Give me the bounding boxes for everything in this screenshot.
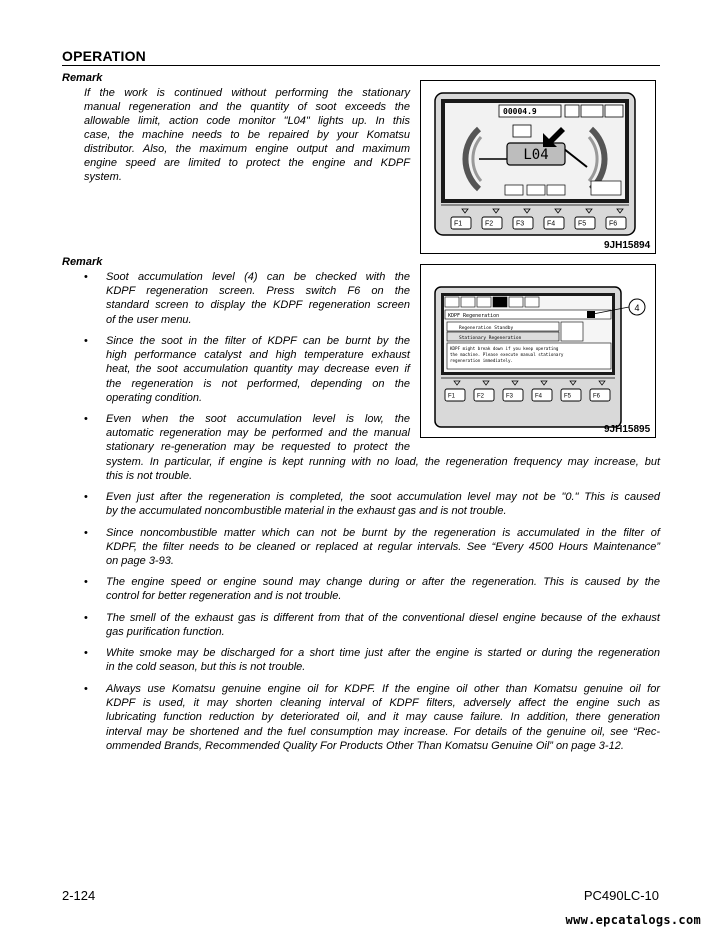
- bullet-text-line: this is not trouble.: [106, 469, 193, 482]
- function-key-label: F5: [564, 393, 572, 400]
- bullet-text-line: Since the soot in the filter of KDPF can be burnt by the: [106, 335, 410, 347]
- figure-monitor-l04: [420, 80, 656, 254]
- function-key-label: F1: [448, 393, 456, 400]
- function-key-label: F3: [506, 393, 514, 400]
- bullet-text-line: Even just after the regeneration is completed, the soot accumulation level may not be "0." This is caused: [106, 491, 660, 503]
- bullet-text-line: KDPF regeneration screen. Press switch F6 on the: [106, 285, 410, 298]
- bullet-text-line: KDPF, the filter needs to be cleaned or replaced at regular intervals. See “Every 4500 Hours Maintenance”: [106, 541, 660, 554]
- remark-heading-2: Remark: [62, 256, 103, 268]
- kdpf-message-line: regeneration immediately.: [450, 358, 514, 363]
- kdpf-menu-item-1: Regeneration Standby: [459, 326, 514, 331]
- bullet-text-line: high performance catalyst and high temperature exhaust: [106, 349, 410, 362]
- section-title: OPERATION: [62, 48, 146, 64]
- title-rule: [62, 65, 660, 66]
- text-line: case, the machine needs to be repaired by your Komatsu: [84, 129, 410, 141]
- bullet-text-line: lubricating function reduction by deteriorated oil, and it may cause failure. In addition, there generation: [106, 711, 660, 724]
- remark-heading-1: Remark: [62, 72, 103, 84]
- text-line: system.: [84, 171, 122, 183]
- bullet-text-line: interval may be shortened and the fuel consumption may increase. For details of the genuine oil, see “Rec-: [106, 725, 660, 738]
- bullet-text-line: Soot accumulation level (4) can be checked with the: [106, 271, 410, 283]
- bullet-text-line: gas purification function.: [106, 626, 225, 639]
- function-key-label: F3: [516, 220, 525, 228]
- bullet-marker: •: [84, 683, 88, 695]
- bullet-text-line: automatic regeneration may be performed and the manual: [106, 427, 410, 440]
- bullet-text-line: stationary re-generation may be requested to protect the: [106, 441, 410, 454]
- bullet-text-line: in the cold season, but this is not trouble.: [106, 661, 306, 674]
- bullet-text-line: Always use Komatsu genuine engine oil for KDPF. If the engine oil other than Komatsu genuine oil for: [106, 683, 660, 695]
- bullet-text-line: control for better regeneration and is not trouble.: [106, 590, 342, 603]
- text-line: allowable limit, action code monitor "L04" lights up. In this: [84, 115, 410, 127]
- kdpf-menu-title: KDPF Regeneration: [448, 313, 500, 319]
- bullet-text-line: KDPF is used, it may shorten cleaning interval of KDPF filters, adversely affect the engine such as: [106, 697, 660, 710]
- figure-id-2: 9JH15895: [604, 424, 651, 435]
- monitor-l04-illustration: [421, 81, 655, 253]
- figure-id-1: 9JH15894: [604, 240, 651, 251]
- bullet-marker: •: [84, 491, 88, 503]
- bullet-text-line: by the accumulated noncombustible material in the exhaust gas and is not trouble.: [106, 505, 507, 518]
- bullet-marker: •: [84, 527, 88, 539]
- bullet-marker: •: [84, 413, 88, 425]
- kdpf-message-line: the machine. Please execute manual stationary: [450, 352, 564, 357]
- bullet-text-line: of the user menu.: [106, 313, 192, 326]
- bullet-marker: •: [84, 335, 88, 347]
- figure-kdpf-screen: [420, 264, 656, 438]
- function-key-label: F2: [477, 393, 485, 400]
- kdpf-message-line: KDPF might break down if you keep operating: [450, 346, 559, 351]
- bullet-text-line: heat, the soot accumulation quantity may decrease even if: [106, 363, 410, 376]
- model-name: PC490LC-10: [583, 888, 659, 903]
- bullet-text-line: the regeneration is not performed, depending on the: [106, 377, 410, 390]
- function-key-label: F1: [454, 220, 463, 228]
- bullet-text-line: White smoke may be discharged for a short time just after the engine is started or during the regeneration: [106, 647, 660, 659]
- website-watermark: www.epcatalogs.com: [565, 913, 701, 927]
- bullet-text-line: on page 3-93.: [106, 555, 174, 568]
- callout-number: 4: [634, 303, 640, 313]
- bullet-text-line: system. In particular, if engine is kept running with no load, the regeneration frequency may increase, but: [106, 455, 660, 468]
- text-line: manual regeneration and the quantity of soot exceeds the: [84, 101, 410, 113]
- function-key-label: F6: [593, 393, 601, 400]
- bullet-text-line: operating condition.: [106, 391, 203, 404]
- kdpf-menu-item-2: Stationary Regeneration: [459, 336, 522, 341]
- bullet-text-line: ommended Brands, Recommended Quality For Products Other Than Komatsu Genuine Oil” on page 3-12.: [106, 739, 624, 752]
- function-key-label: F5: [578, 220, 587, 228]
- bullet-text-line: Even when the soot accumulation level is low, the: [106, 413, 410, 425]
- bullet-text-line: Since noncombustible matter which can not be burnt by the regeneration is accumulated in the filter of: [106, 527, 660, 539]
- text-line: distributor. Also, the maximum engine output and maximum: [84, 143, 410, 155]
- bullet-marker: •: [84, 576, 88, 588]
- bullet-text-line: The engine speed or engine sound may change during or after the regeneration. This is caused by the: [106, 576, 660, 588]
- bullet-text-line: standard screen to display the KDPF regeneration screen: [106, 299, 410, 312]
- function-key-label: F2: [485, 220, 494, 228]
- bullet-marker: •: [84, 271, 88, 283]
- text-line: engine speed are limited to protect the engine and KDPF: [84, 157, 410, 169]
- function-key-label: F4: [535, 393, 543, 400]
- action-code-l04: L04: [523, 147, 549, 163]
- hour-meter: 00004.9: [503, 107, 537, 116]
- page-number: 2-124: [62, 888, 96, 903]
- bullet-marker: •: [84, 647, 88, 659]
- bullet-text-line: The smell of the exhaust gas is different from that of the conventional diesel engine because of the exhaust: [106, 612, 660, 624]
- bullet-marker: •: [84, 612, 88, 624]
- kdpf-screen-illustration: [421, 265, 655, 437]
- function-key-label: F4: [547, 220, 556, 228]
- function-key-label: F6: [609, 220, 618, 228]
- text-line: If the work is continued without performing the stationary: [84, 87, 410, 99]
